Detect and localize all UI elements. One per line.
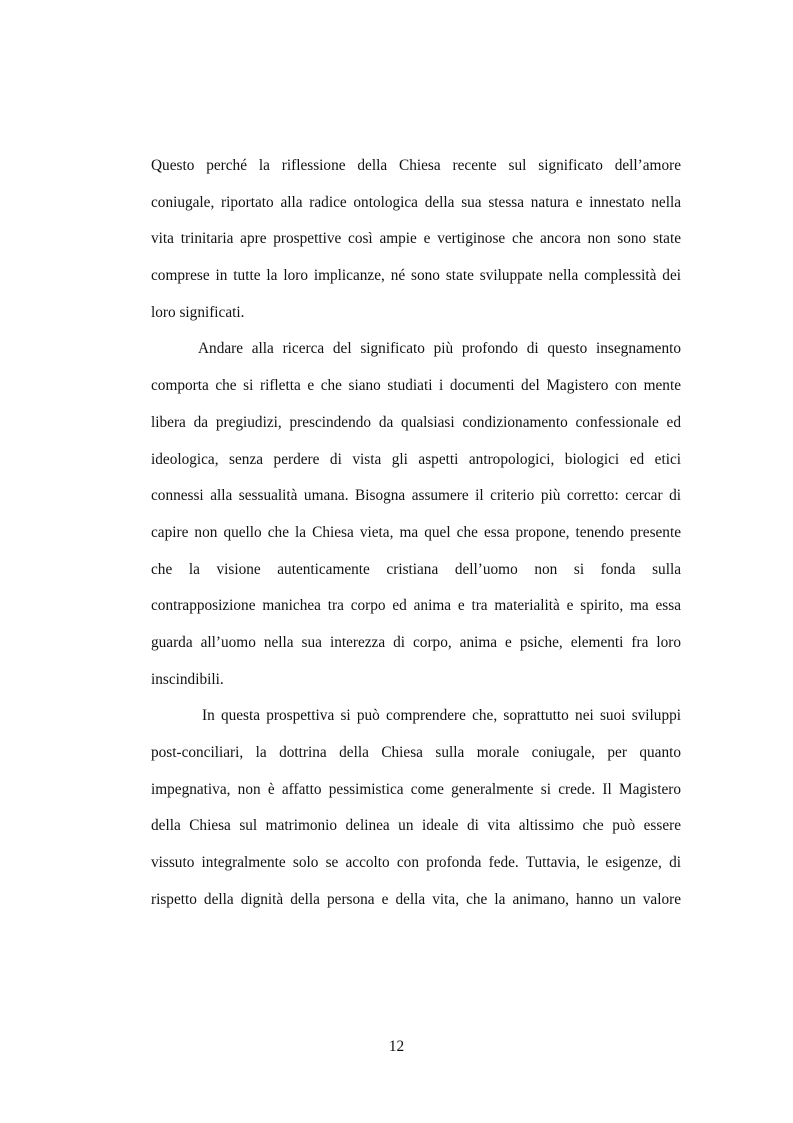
text-line: ideologica, senza perdere di vista gli aspetti antropologici, biologici ed etici [151, 450, 681, 468]
paragraph [151, 698, 681, 918]
text-line: inscindibili. [151, 670, 224, 688]
text-line: coniugale, riportato alla radice ontologica della sua stessa natura e innestato nella [151, 193, 681, 211]
text-line: che la visione autenticamente cristiana dell’uomo non si fonda sulla [151, 560, 681, 578]
text-line: loro significati. [151, 303, 245, 321]
text-line: Questo perché la riflessione della Chiesa recente sul significato dell’amore [151, 157, 681, 174]
text-line: libera da pregiudizi, prescindendo da qualsiasi condizionamento confessionale ed [151, 413, 681, 431]
text-line: impegnativa, non è affatto pessimistica come generalmente si crede. Il Magistero [151, 780, 681, 798]
text-line: In questa prospettiva si può comprendere che, soprattutto nei suoi sviluppi [202, 707, 681, 725]
document-body [151, 148, 681, 918]
text-line: rispetto della dignità della persona e della vita, che la animano, hanno un valore [151, 890, 681, 908]
text-line: comporta che si rifletta e che siano studiati i documenti del Magistero con mente [151, 377, 681, 395]
text-line: della Chiesa sul matrimonio delinea un ideale di vita altissimo che può essere [151, 817, 681, 835]
text-line: comprese in tutte la loro implicanze, né sono state sviluppate nella complessità dei [151, 267, 681, 285]
text-line: capire non quello che la Chiesa vieta, ma quel che essa propone, tenendo presente [151, 523, 681, 541]
paragraph [151, 148, 681, 331]
page-number: 12 [388, 1038, 405, 1055]
paragraph [151, 331, 681, 698]
text-line: vissuto integralmente solo se accolto con profonda fede. Tuttavia, le esigenze, di [151, 854, 681, 872]
text-line: vita trinitaria apre prospettive così ampie e vertiginose che ancora non sono state [151, 230, 681, 248]
text-line: connessi alla sessualità umana. Bisogna assumere il criterio più corretto: cercar di [151, 487, 681, 505]
text-line: post-conciliari, la dottrina della Chiesa sulla morale coniugale, per quanto [151, 744, 681, 761]
text-line: guarda all’uomo nella sua interezza di corpo, anima e psiche, elementi fra loro [151, 633, 681, 651]
text-line: contrapposizione manichea tra corpo ed anima e tra materialità e spirito, ma essa [151, 597, 681, 615]
text-line: Andare alla ricerca del significato più profondo di questo insegnamento [198, 340, 681, 358]
